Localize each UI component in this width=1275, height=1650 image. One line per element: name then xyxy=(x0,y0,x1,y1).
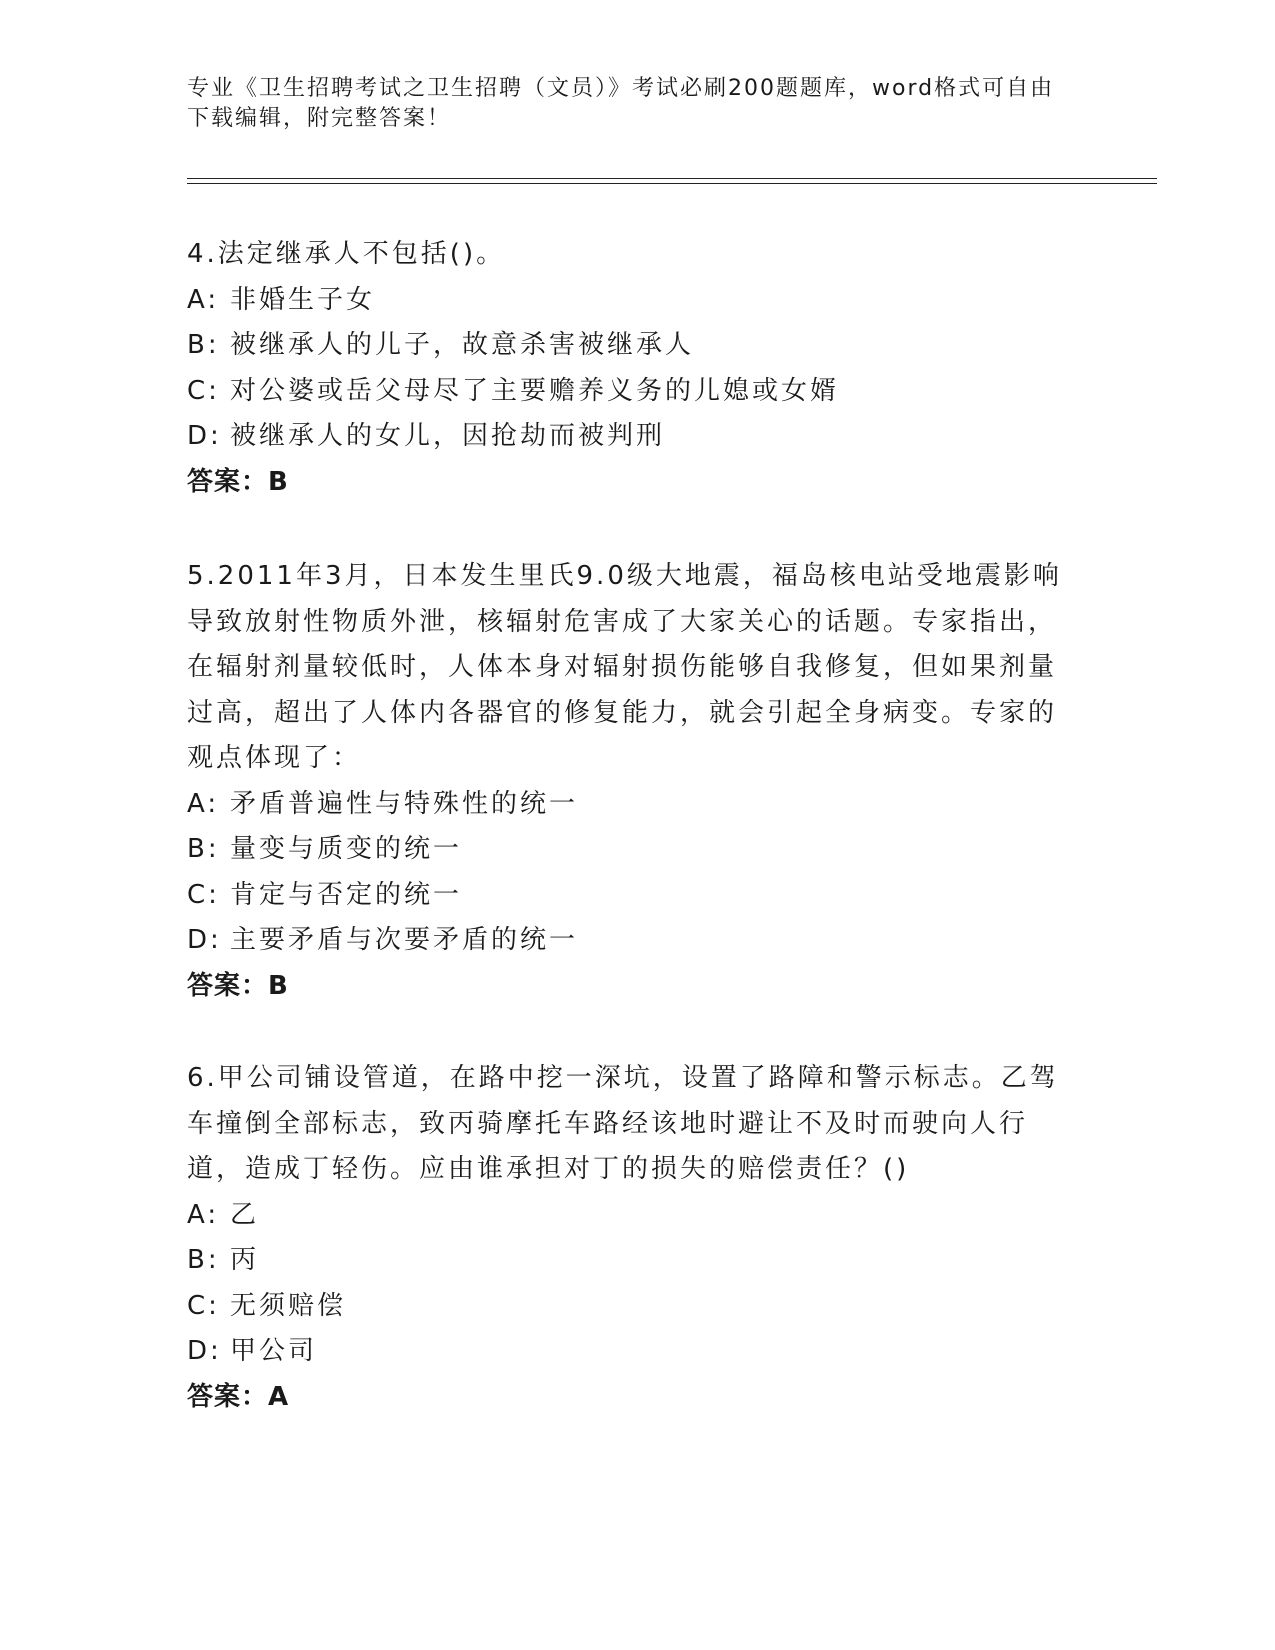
option-label: B: xyxy=(187,330,220,360)
option-a xyxy=(187,782,1067,828)
answer: 答案：B xyxy=(187,970,289,1001)
option-a xyxy=(187,278,1067,324)
option-label: D: xyxy=(187,421,222,451)
option-d xyxy=(187,1329,1067,1375)
answer: 答案：B xyxy=(187,466,289,497)
question-5 xyxy=(187,554,1067,1009)
option-label: B: xyxy=(187,834,220,864)
option-c xyxy=(187,1284,1067,1330)
option-text: 无须赔偿 xyxy=(230,1290,347,1321)
option-b xyxy=(187,1238,1067,1284)
question-stem: 4.法定继承人不包括()。 xyxy=(187,239,506,269)
option-label: C: xyxy=(187,1290,220,1321)
option-label: A: xyxy=(187,1199,220,1230)
option-label: D: xyxy=(187,925,222,955)
option-d xyxy=(187,918,1067,964)
option-a xyxy=(187,1193,1067,1239)
question-6 xyxy=(187,1056,1067,1420)
option-text: 肯定与否定的统一 xyxy=(230,879,463,910)
option-text: 丙 xyxy=(230,1245,260,1275)
option-c xyxy=(187,873,1067,919)
option-text: 主要矛盾与次要矛盾的统一 xyxy=(230,925,579,955)
option-text: 非婚生子女 xyxy=(230,284,376,315)
option-text: 量变与质变的统一 xyxy=(230,834,463,864)
option-label: B: xyxy=(187,1245,220,1275)
option-d xyxy=(187,414,1067,460)
option-text: 乙 xyxy=(230,1199,260,1230)
question-stem: 5.2011年3月，日本发生里氏9.0级大地震，福岛核电站受地震影响导致放射性物质外泄，核辐射危害成了大家关心的话题。专家指出，在辐射剂量较低时，人体本身对辐射损伤能够自我修复，但如果剂量过高，超出了人体内各器官的修复能力，就会引起全身病变。专家的观点体现了： xyxy=(187,561,1062,773)
option-text: 矛盾普遍性与特殊性的统一 xyxy=(230,788,579,819)
option-text: 被继承人的女儿，因抢劫而被判刑 xyxy=(230,421,666,451)
option-text: 被继承人的儿子，故意杀害被继承人 xyxy=(230,330,695,360)
question-stem: 6.甲公司铺设管道，在路中挖一深坑，设置了路障和警示标志。乙驾车撞倒全部标志，致丙骑摩托车路经该地时避让不及时而驶向人行道，造成丁轻伤。应由谁承担对丁的损失的赔偿责任？() xyxy=(187,1063,1059,1184)
option-label: D: xyxy=(187,1336,222,1366)
option-label: A: xyxy=(187,284,220,315)
option-text: 甲公司 xyxy=(230,1336,318,1366)
option-c xyxy=(187,369,1067,415)
header-divider-top xyxy=(187,178,1157,179)
answer: 答案：A xyxy=(187,1381,290,1412)
document-header: 专业《卫生招聘考试之卫生招聘（文员）》考试必刷200题题库，word格式可自由下载编辑，附完整答案！ xyxy=(187,76,1055,131)
question-4 xyxy=(187,232,1067,505)
header-divider-bottom xyxy=(187,183,1157,184)
option-label: C: xyxy=(187,375,220,406)
option-label: A: xyxy=(187,788,220,819)
option-text: 对公婆或岳父母尽了主要赡养义务的儿媳或女婿 xyxy=(230,375,840,406)
option-b xyxy=(187,323,1067,369)
option-b xyxy=(187,827,1067,873)
option-label: C: xyxy=(187,879,220,910)
